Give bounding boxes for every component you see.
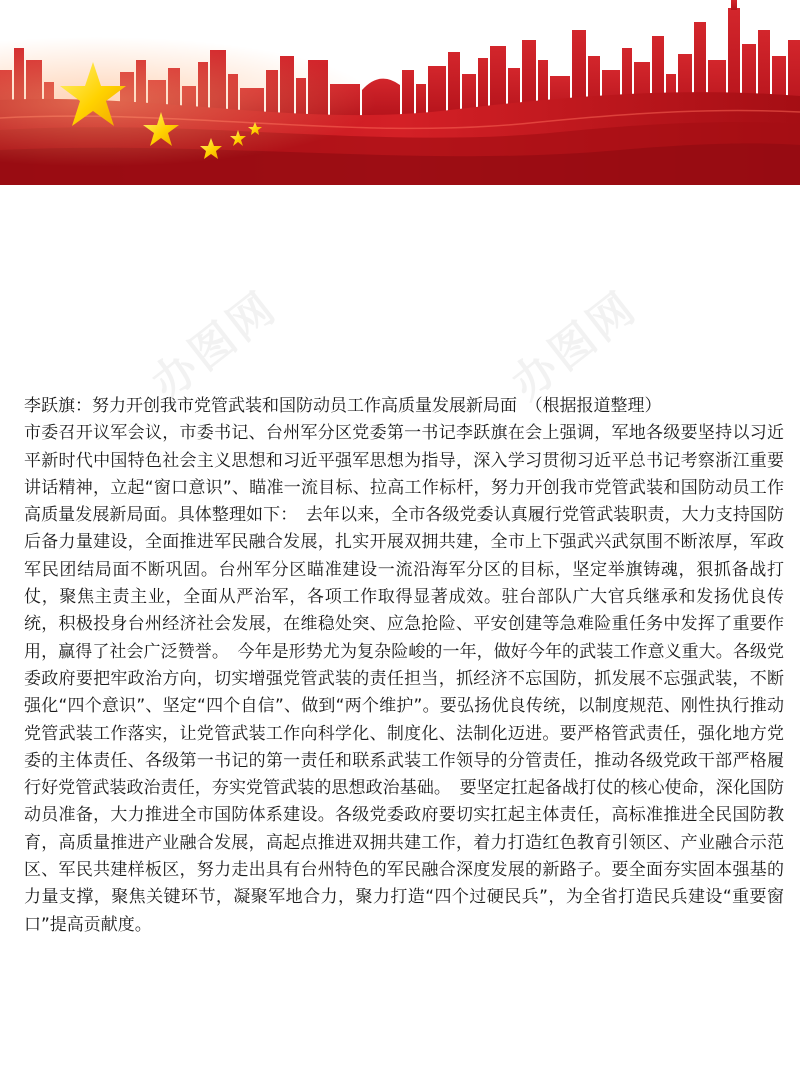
article-body: 市委召开议军会议，市委书记、台州军分区党委第一书记李跃旗在会上强调，军地各级要坚持以习近平新时代中国特色社会主义思想和习近平强军思想为指导，深入学习贯彻习近平总书记考察浙江重要讲话精神，立起“窗口意识”、瞄准一流目标、拉高工作标杆，努力开创我市党管武装和国防动员工作高质量发展新局面。具体整理如下： 去年以来，全市各级党委认真履行党管武装职责，大力支持国防后备力量建设，全面推进军民融合发展，扎实开展双拥共建，全市上下强武兴武氛围不断浓厚，军政军民团结局面不断巩固。台州军分区瞄准建设一流沿海军分区的目标，坚定举旗铸魂，狠抓备战打仗，聚焦主责主业，全面从严治军，各项工作取得显著成效。驻台部队广大官兵继承和发扬优良传统，积极投身台州经济社会发展，在维稳处突、应急抢险、平安创建等急难险重任务中发挥了重要作用，赢得了社会广泛赞誉。 今年是形势尤为复杂险峻的一年，做好今年的武装工作意义重大。各级党委政府要把牢政治方向，切实增强党管武装的责任担当，抓经济不忘国防，抓发展不忘强武装，不断强化“四个意识”、坚定“四个自信”、做到“两个维护”。要弘扬优良传统，以制度规范、刚性执行推动党管武装工作落实，让党管武装工作向科学化、制度化、法制化迈进。要严格管武责任，强化地方党委的主体责任、各级第一书记的第一责任和联系武装工作领导的分管责任，推动各级党政干部严格履行好党管武装政治责任，夯实党管武装的思想政治基础。 要坚定扛起备战打仗的核心使命，深化国防动员准备，大力推进全市国防体系建设。各级党委政府要切实扛起主体责任，高标准推进全民国防教育，高质量推进产业融合发展，高起点推进双拥共建工作，着力打造红色教育引领区、产业融合示范区、军民共建样板区，努力走出具有台州特色的军民融合深度发展的新路子。要全面夯实固本强基的力量支撑，聚焦关键环节，凝聚军地合力，聚力打造“四个过硬民兵”，为全省打造民兵建设“重要窗口”提高贡献度。 <box>24 423 784 935</box>
article <box>24 393 784 939</box>
header-banner <box>0 0 800 185</box>
watermark: 办图网 <box>142 281 288 410</box>
watermark: 办图网 <box>502 281 648 410</box>
banner-graphic <box>0 0 800 185</box>
article-title: 李跃旗：努力开创我市党管武装和国防动员工作高质量发展新局面 （根据报道整理） <box>24 396 662 416</box>
